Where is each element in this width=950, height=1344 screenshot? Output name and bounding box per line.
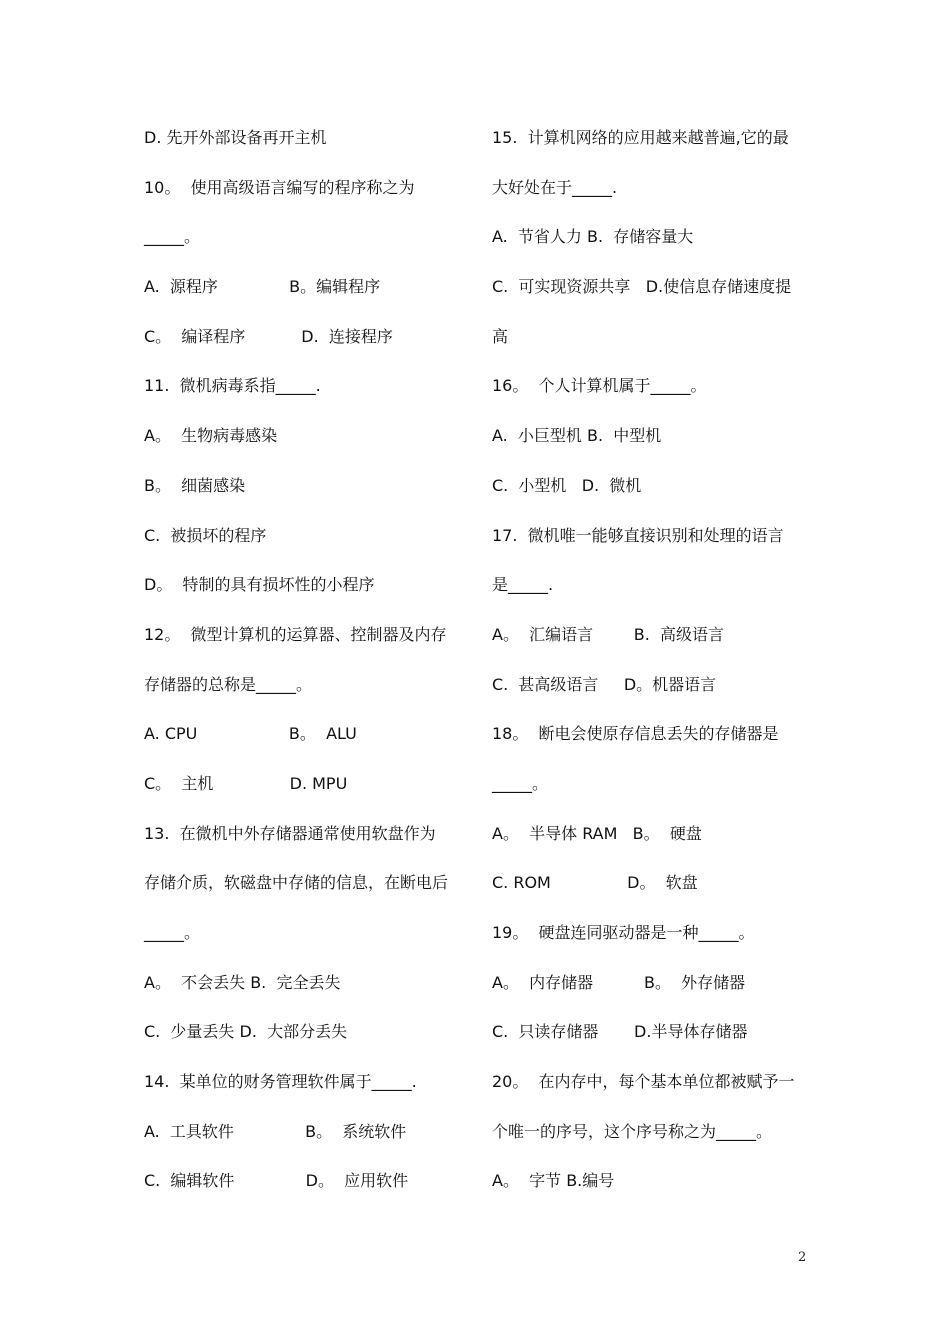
text-line: C。 编译程序 D. 连接程序 — [144, 326, 393, 346]
text-line: C. 少量丢失 D. 大部分丢失 — [144, 1022, 348, 1042]
text-line: D. 先开外部设备再开主机 — [144, 128, 327, 147]
text-line: 16。 个人计算机属于_____。 — [492, 376, 707, 396]
text-line: 个唯一的序号，这个序号称之为_____。 — [492, 1121, 773, 1141]
text-line: A. 小巨型机 B. 中型机 — [492, 426, 662, 446]
text-line: 11. 微机病毒系指_____. — [144, 376, 321, 396]
text-line: A。 内存储器 B。 外存储器 — [492, 972, 746, 992]
text-line: 13. 在微机中外存储器通常使用软盘作为 — [144, 823, 436, 843]
page-number: 2 — [798, 1250, 807, 1265]
text-line: C. 编辑软件 D。 应用软件 — [144, 1171, 409, 1191]
text-line: 大好处在于_____. — [492, 177, 618, 197]
text-line: _____。 — [492, 773, 549, 793]
text-line: A。 不会丢失 B. 完全丢失 — [144, 972, 341, 992]
text-line: C. 甚高级语言 D。机器语言 — [492, 674, 717, 694]
text-line: 存储器的总称是_____。 — [144, 674, 313, 694]
text-line: 12。 微型计算机的运算器、控制器及内存 — [144, 624, 447, 644]
text-line: C. 被损坏的程序 — [144, 525, 267, 545]
text-line: 10。 使用高级语言编写的程序称之为 — [144, 177, 415, 197]
text-line: C。 主机 D. MPU — [144, 773, 348, 793]
text-line: 高 — [492, 326, 509, 346]
text-line: D。 特制的具有损坏性的小程序 — [144, 575, 375, 595]
text-line: A. 工具软件 B。 系统软件 — [144, 1121, 407, 1141]
text-line: C. 小型机 D. 微机 — [492, 475, 642, 495]
text-line: _____。 — [144, 923, 201, 942]
text-line: C. 只读存储器 D.半导体存储器 — [492, 1022, 748, 1042]
text-line: 17. 微机唯一能够直接识别和处理的语言 — [492, 525, 784, 545]
text-line: 19。 硬盘连同驱动器是一种_____。 — [492, 923, 755, 942]
text-line: _____。 — [144, 227, 201, 247]
text-line: 是_____. — [492, 575, 554, 595]
text-line: 15. 计算机网络的应用越来越普遍,它的最 — [492, 128, 789, 147]
text-line: A. CPU B。 ALU — [144, 724, 357, 744]
text-line: 14. 某单位的财务管理软件属于_____. — [144, 1072, 417, 1092]
text-line: A。 生物病毒感染 — [144, 426, 278, 446]
text-line: 存储介质，软磁盘中存储的信息，在断电后 — [144, 873, 449, 893]
text-line: 20。 在内存中，每个基本单位都被赋予一 — [492, 1072, 795, 1092]
text-line: A. 源程序 B。编辑程序 — [144, 277, 381, 297]
right-column — [492, 120, 822, 1213]
left-column — [144, 120, 474, 1213]
text-line: A. 节省人力 B. 存储容量大 — [492, 227, 694, 247]
text-line: A。 半导体 RAM B。 硬盘 — [492, 823, 702, 843]
text-line: C. ROM D。 软盘 — [492, 873, 698, 893]
text-line: 18。 断电会使原存信息丢失的存储器是 — [492, 724, 779, 744]
text-line: A。 汇编语言 B. 高级语言 — [492, 624, 725, 644]
text-line: B。 细菌感染 — [144, 475, 246, 495]
text-line: A。 字节 B.编号 — [492, 1171, 615, 1191]
text-line: C. 可实现资源共享 D.使信息存储速度提 — [492, 277, 792, 297]
